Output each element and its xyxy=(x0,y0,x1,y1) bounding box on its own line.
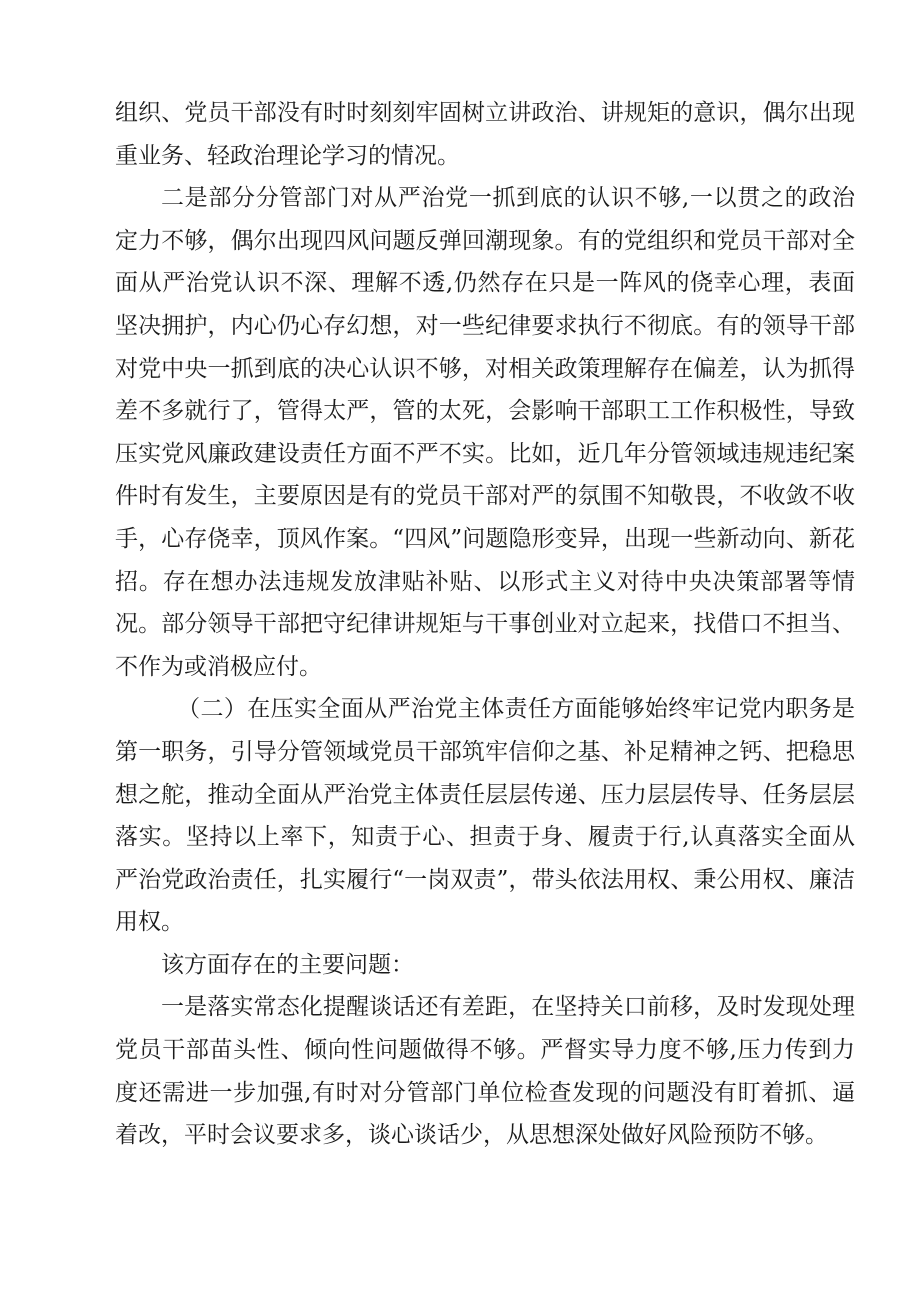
paragraph-point-one: 一是落实常态化提醒谈话还有差距，在坚持关口前移，及时发现处理党员干部苗头性、倾向性问题做得不够。严督实导力度不够,压力传到力度还需进一步加强,有时对分管部门单位检查发现的问题没有盯着抓、逼着改，平时会议要求多，谈心谈话少，从思想深处做好风险预防不够。 xyxy=(115,994,855,1149)
document-body xyxy=(115,92,855,1157)
paragraph-section-two: （二）在压实全面从严治党主体责任方面能够始终牢记党内职务是第一职务，引导分管领域党员干部筑牢信仰之基、补足精神之钙、把稳思想之舵，推动全面从严治党主体责任层层传递、压力层层传导、任务层层落实。坚持以上率下，知责于心、担责于身、履责于行,认真落实全面从严治党政治责任，扎实履行“一岗双责”，带头依法用权、秉公用权、廉洁用权。 xyxy=(115,696,855,936)
paragraph-problems-heading: 该方面存在的主要问题： xyxy=(161,951,414,978)
paragraph-point-two: 二是部分分管部门对从严治党一抓到底的认识不够,一以贯之的政治定力不够，偶尔出现四风问题反弹回潮现象。有的党组织和党员干部对全面从严治党认识不深、理解不透,仍然存在只是一阵风的侥幸心理，表面坚决拥护，内心仍心存幻想，对一些纪律要求执行不彻底。有的领导干部对党中央一抓到底的决心认识不够，对相关政策理解存在偏差，认为抓得差不多就行了，管得太严，管的太死，会影响干部职工工作积极性，导致压实党风廉政建设责任方面不严不实。比如，近几年分管领域违规违纪案件时有发生，主要原因是有的党员干部对严的氛围不知敬畏，不收敛不收手，心存侥幸，顶风作案。“四风”问题隐形变异，出现一些新动向、新花招。存在想办法违规发放津贴补贴、以形式主义对待中央决策部署等情况。部分领导干部把守纪律讲规矩与干事创业对立起来，找借口不担当、不作为或消极应付。 xyxy=(115,185,855,680)
paragraph-continuation: 组织、党员干部没有时时刻刻牢固树立讲政治、讲规矩的意识，偶尔出现重业务、轻政治理论学习的情况。 xyxy=(115,100,855,169)
